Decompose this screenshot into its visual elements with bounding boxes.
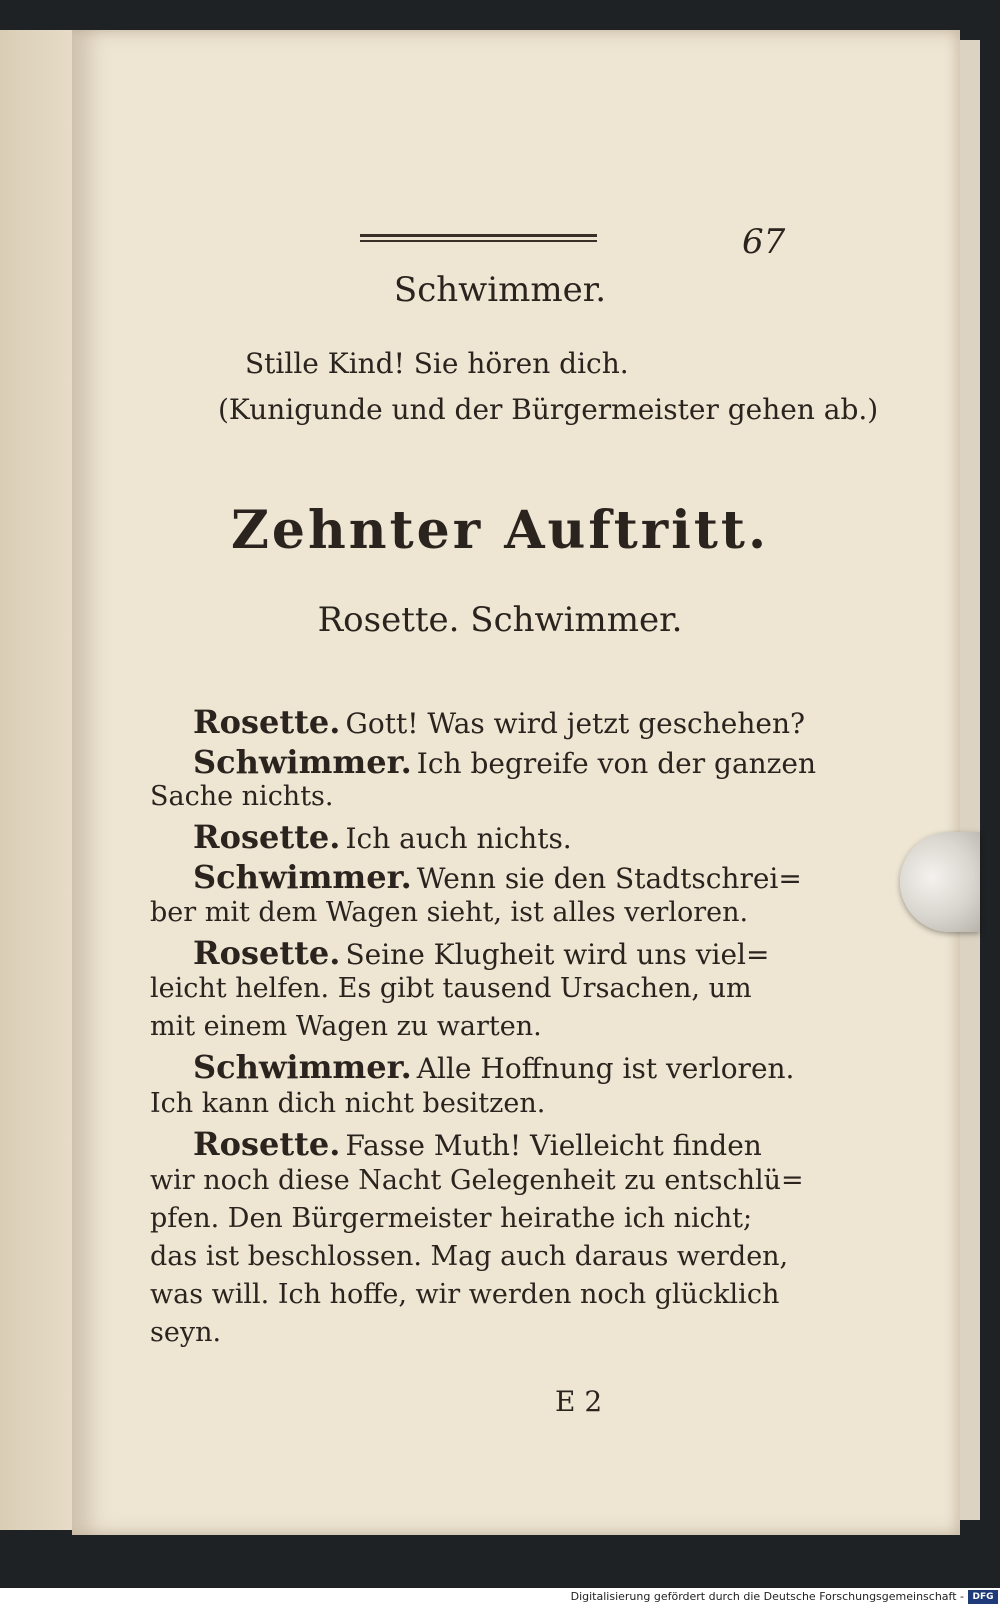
speaker-name: Rosette. (193, 934, 341, 972)
dialogue-text: Alle Hoffnung ist verloren. (416, 1052, 795, 1085)
page-stack-edge (960, 40, 980, 1520)
header-rule (360, 234, 597, 237)
dialogue-text: Ich auch nichts. (345, 822, 572, 855)
dialogue-line (193, 1048, 794, 1086)
scene-title: Zehnter Auftritt. (230, 500, 770, 561)
speaker-name: Rosette. (193, 703, 341, 741)
dialogue-line: leicht helfen. Es gibt tausend Ursachen, um (150, 973, 752, 1004)
dialogue-text: Ich begreife von der ganzen (416, 747, 817, 780)
speaker-name: Schwimmer. (193, 743, 412, 781)
dialogue-line: Ich kann dich nicht besitzen. (150, 1088, 546, 1119)
dialogue-line: Sache nichts. (150, 781, 334, 812)
signature-mark: E 2 (555, 1385, 603, 1418)
dialogue-line (193, 743, 816, 781)
dialogue-text: Gott! Was wird jetzt geschehen? (345, 707, 805, 740)
dialogue-line (193, 818, 572, 856)
dialogue-line: das ist beschlossen. Mag auch daraus werden, (150, 1241, 789, 1272)
dialogue-line: wir noch diese Nacht Gelegenheit zu entschlü= (150, 1165, 804, 1196)
dialogue-line (193, 934, 769, 972)
footer-bar (0, 1588, 1000, 1607)
speaker-heading: Schwimmer. (393, 270, 607, 310)
speaker-name: Rosette. (193, 818, 341, 856)
dialogue-text: Wenn sie den Stadtschrei= (416, 862, 802, 895)
stage-direction: (Kunigunde und der Bürgermeister gehen ab.) (218, 393, 879, 426)
speaker-name: Schwimmer. (193, 858, 412, 896)
scene-characters: Rosette. Schwimmer. (317, 600, 683, 640)
dialogue-line (193, 703, 805, 741)
page-number: 67 (742, 222, 786, 262)
dialogue-line: mit einem Wagen zu warten. (150, 1011, 542, 1042)
speaker-name: Schwimmer. (193, 1048, 412, 1086)
dialogue-text: Fasse Muth! Vielleicht finden (345, 1129, 762, 1162)
dfg-logo: DFG (968, 1590, 998, 1604)
dialogue-text: Seine Klugheit wird uns viel= (345, 938, 770, 971)
dialogue-line: ber mit dem Wagen sieht, ist alles verloren. (150, 897, 749, 928)
dialogue-line: Stille Kind! Sie hören dich. (245, 347, 629, 380)
scan-background (0, 1535, 1000, 1588)
dialogue-line (193, 1125, 762, 1163)
header-rule-thin (360, 240, 597, 242)
dialogue-line: was will. Ich hoffe, wir werden noch glücklich (150, 1279, 780, 1310)
footer-credit: Digitalisierung gefördert durch die Deutsche Forschungsgemeinschaft - (570, 1590, 964, 1603)
speaker-name: Rosette. (193, 1125, 341, 1163)
dialogue-line (193, 858, 802, 896)
dialogue-line: pfen. Den Bürgermeister heirathe ich nicht; (150, 1203, 753, 1234)
dialogue-line: seyn. (150, 1317, 222, 1348)
